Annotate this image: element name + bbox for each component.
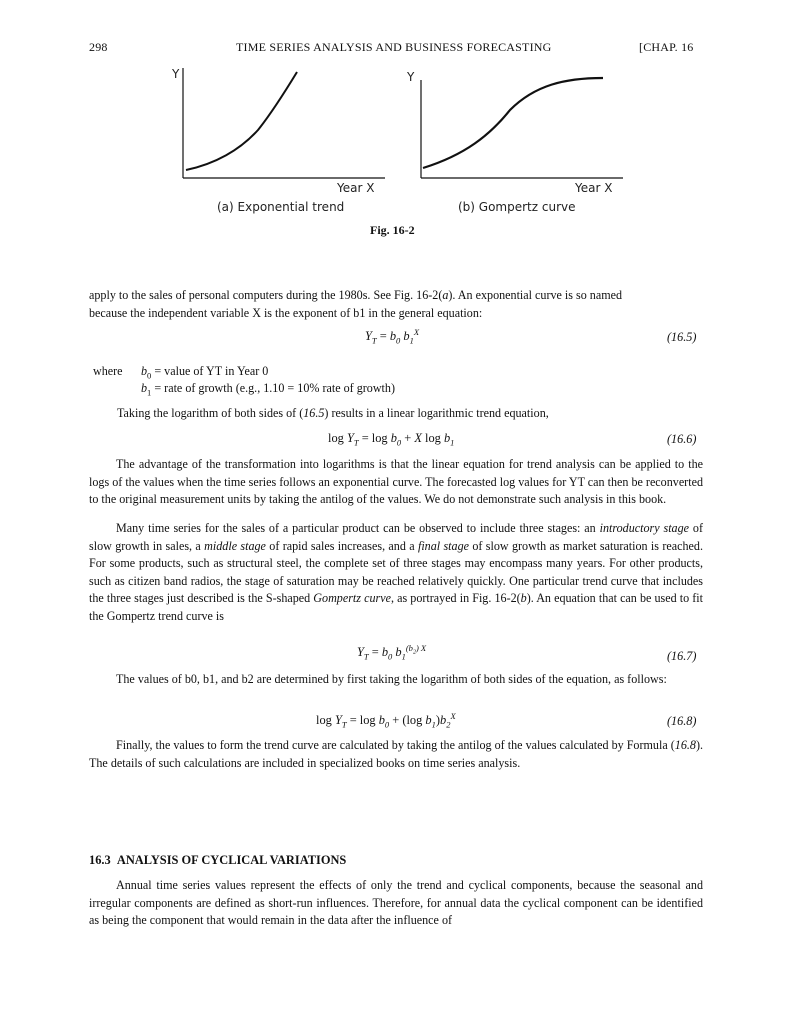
equation-16-6-number: (16.6) (667, 432, 697, 446)
equation-16-6: $\log Y_T = \log b_0 + X$ $\log b_1$ (328, 431, 455, 448)
panel-a-y-label: Y (172, 67, 180, 81)
b1-definition: $b_1$ = rate of growth (e.g., 1.10 = 10% rate of growth) (141, 381, 395, 398)
where-label: where (93, 364, 123, 378)
equation-16-8-number: (16.8) (667, 714, 697, 728)
panel-b-caption: (b) Gompertz curve (458, 200, 576, 214)
equation-16-5-number: (16.5) (667, 330, 697, 344)
section-heading: 16.3 ANALYSIS OF CYCLICAL VARIATIONS (89, 853, 347, 867)
panel-b-y-label: Y (407, 70, 415, 84)
figure-caption: Fig. 16-2 (370, 223, 415, 237)
figure-graphics (0, 0, 791, 250)
stages-paragraph: Many time series for the sales of a particular product can be observed to include three stages: an introductory stage of slow growth in sales, a middle stage of rapid sales increases, and a final stage of slow growth as market saturation is reached. For some products, such as structural steel, the complete set of three stages may encompass many years. For other products, such as citizen band radios, the stage of saturation may be reached relatively quickly. One particular trend curve that includes the three stages just described is the S-shaped Gompertz curve, as portrayed in Fig. 16-2(b). An equation that can be used to fit the Gompertz trend curve is (89, 521, 703, 623)
intro-line1: apply to the sales of personal computers during the 1980s. See Fig. 16-2( (89, 288, 443, 302)
equation-16-5: $Y_T = b_0$ $b_1^X$ (365, 326, 420, 346)
panel-a-x-label: Year X (337, 181, 375, 195)
equation-16-7-number: (16.7) (667, 649, 697, 663)
chapter-label: [CHAP. 16 (639, 40, 694, 54)
running-title: TIME SERIES ANALYSIS AND BUSINESS FORECASTING (236, 40, 552, 54)
b0-definition: $b_0$ = value of YT in Year 0 (141, 364, 269, 381)
advantage-paragraph: The advantage of the transformation into logarithms is that the linear equation for trend analysis can be applied to the logs of the values when the time series follows an exponential curve. The forecasted log values for YT can then be reconverted to the original measurement units by taking the antilog of the values. We do not demonstrate such analysis in this book. (89, 457, 703, 507)
values-paragraph: The values of b0, b1, and b2 are determined by first taking the logarithm of both sides of the equation, as follows: (116, 672, 667, 686)
equation-16-8: $\log Y_T = \log b_0 + (\log$ $b_1)b_2^X$ (316, 710, 456, 730)
cyclical-paragraph: Annual time series values represent the effects of only the trend and cyclical components, because the seasonal and irregular components are defined as short-run influences. Therefore, for annual data the cyclical component can be identified as being the component that would remain in the data after the influence of (89, 878, 703, 928)
panel-b-x-label: Year X (575, 181, 613, 195)
page-number: 298 (89, 40, 108, 54)
panel-a-caption: (a) Exponential trend (217, 200, 345, 214)
exponential-curve (186, 72, 297, 170)
gompertz-curve (423, 78, 603, 168)
finally-paragraph: Finally, the values to form the trend curve are calculated by taking the antilog of the values calculated by Formula (16.8). The details of such calculations are included in specialized books on time series analysis. (89, 738, 703, 770)
log-paragraph: Taking the logarithm of both sides of (16.5) results in a linear logarithmic trend equation, (117, 406, 549, 420)
intro-paragraph: apply to the sales of personal computers during the 1980s. See Fig. 16-2(a). An exponential curve is so named because the independent variable X is the exponent of b1 in the general equation: (89, 287, 703, 322)
intro-line2: because the independent variable X is the exponent of b1 in the general equation: (89, 305, 483, 320)
figure-16-2 (0, 0, 791, 250)
equation-16-7: $Y_T = b_0$ $b_1^{(b_2) X}$ (357, 642, 427, 662)
